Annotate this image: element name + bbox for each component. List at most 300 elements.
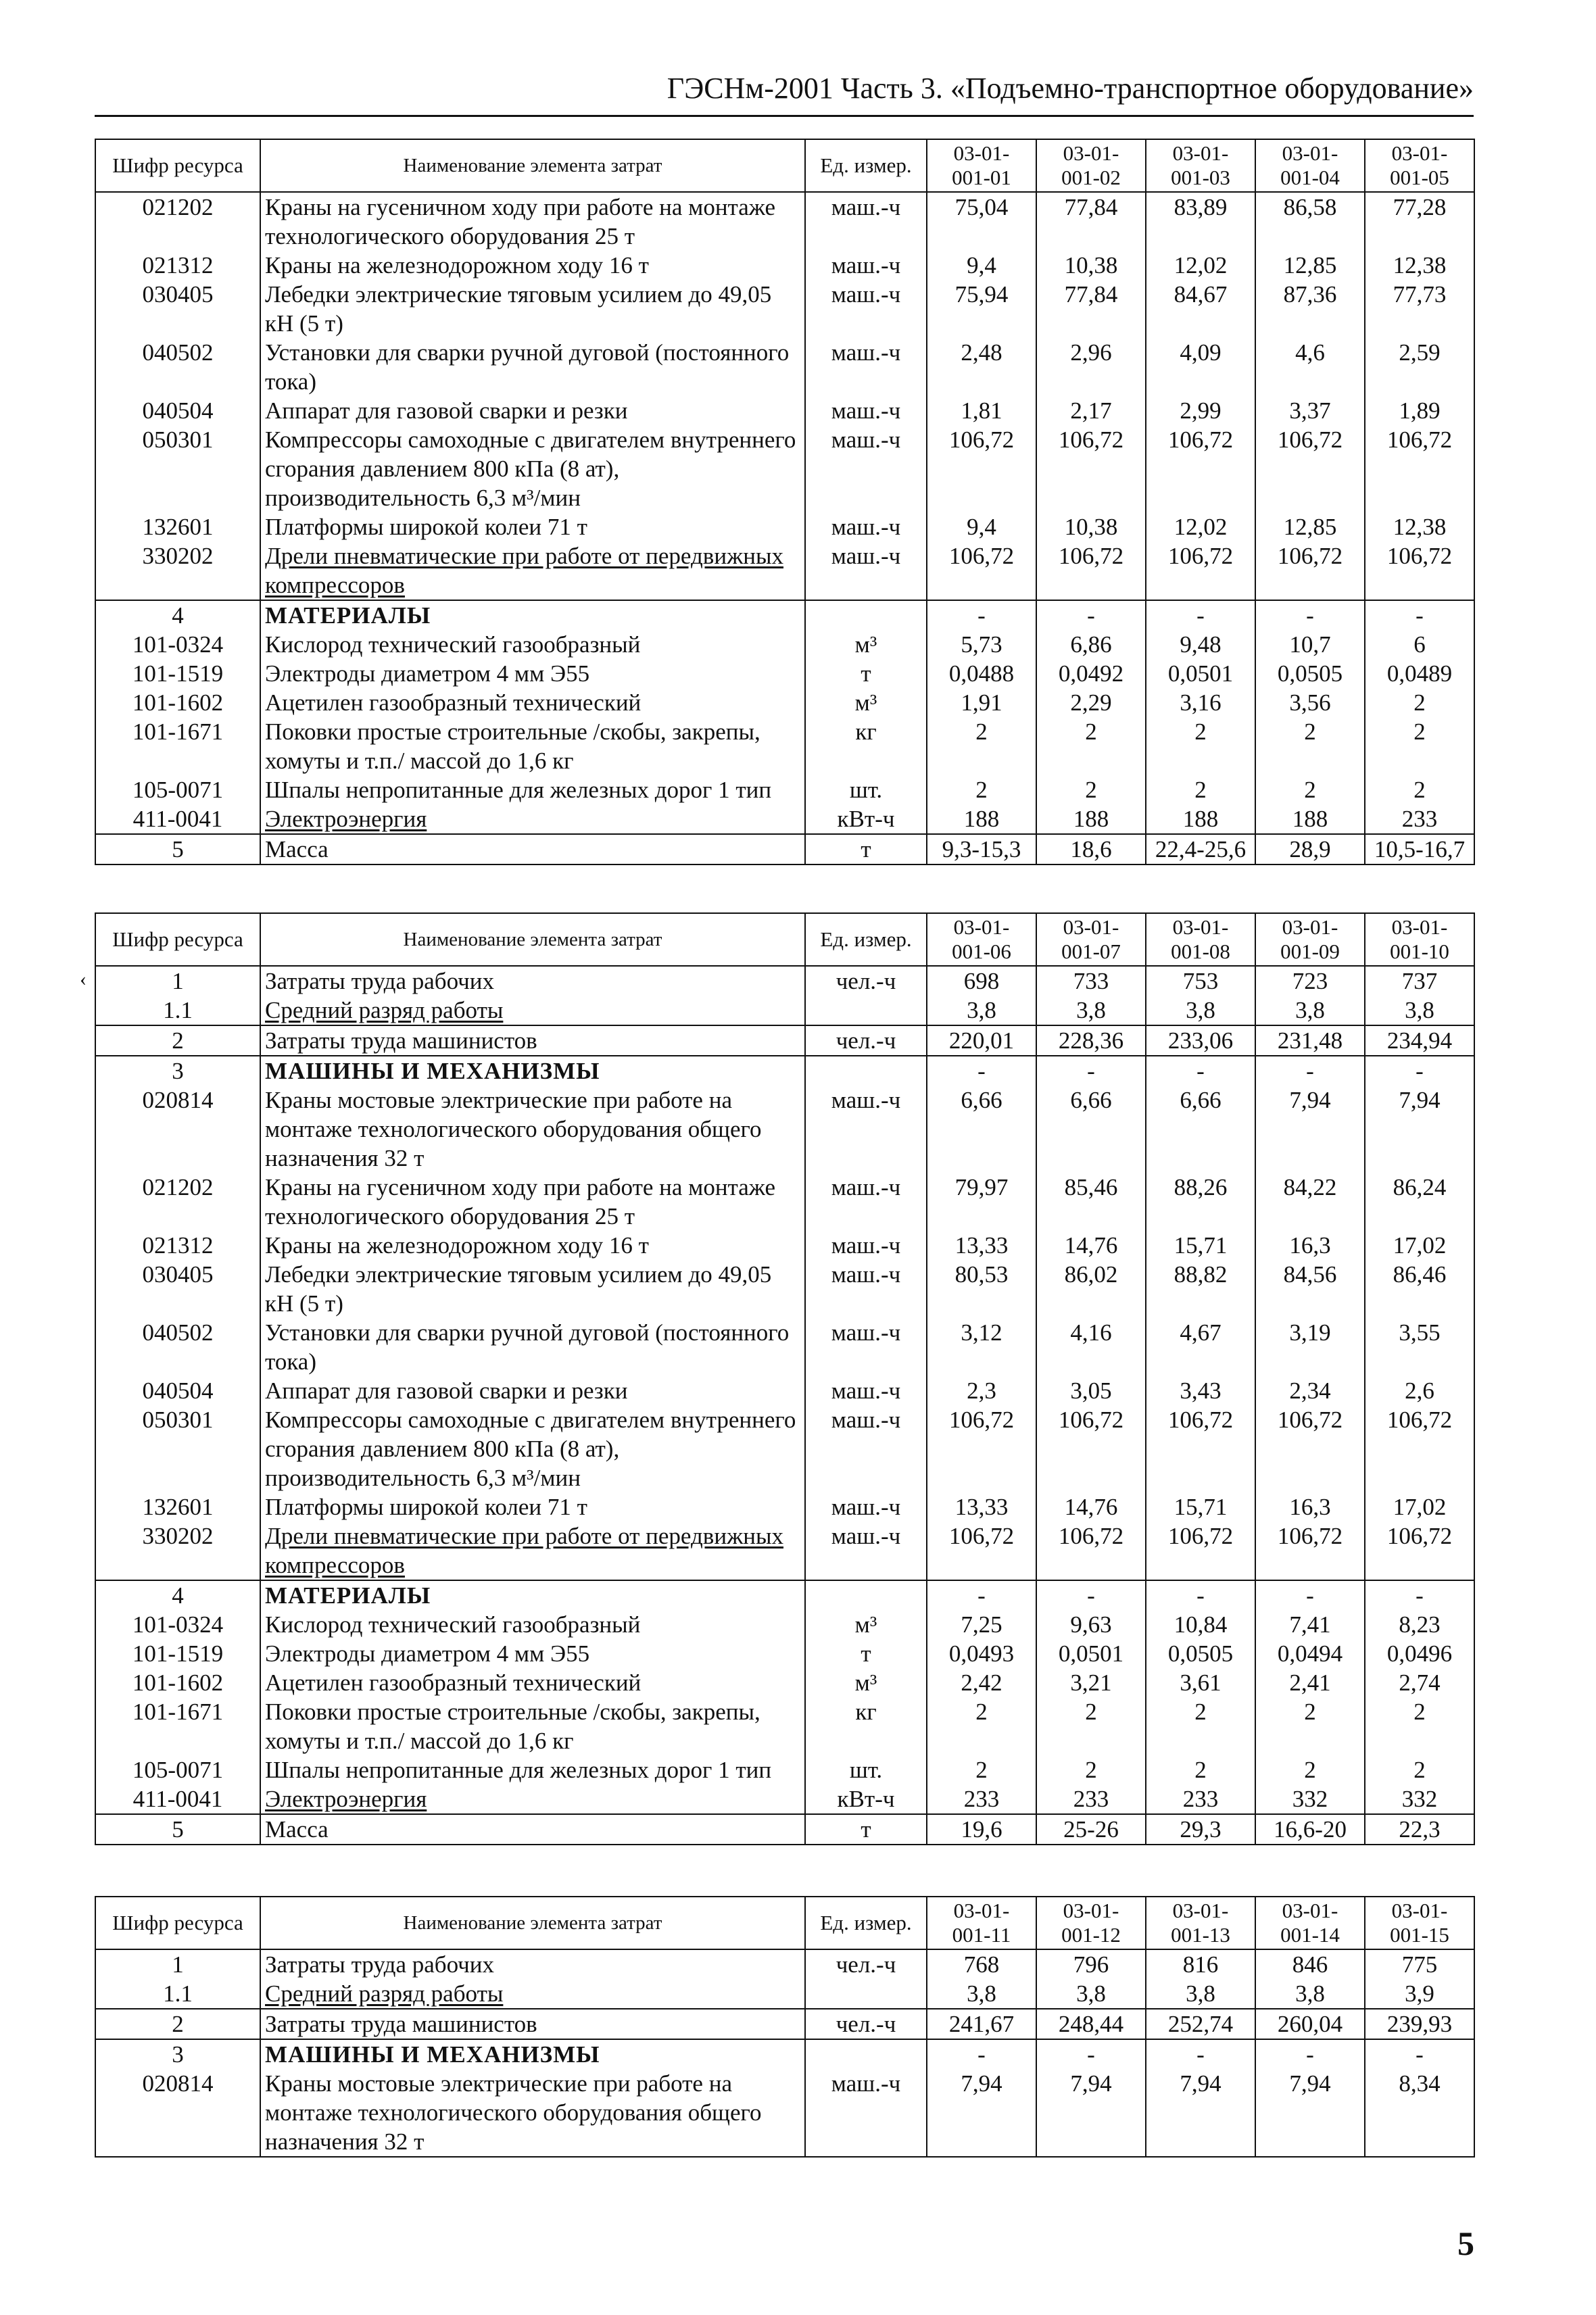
value-cell: 16,6-20 [1255,1814,1365,1845]
resource-code: 021312 [95,251,260,280]
value-cell: 12,02 [1146,251,1255,280]
value-cell: 4,6 [1255,338,1365,396]
value-cell: 4,09 [1146,338,1255,396]
resource-code: 040504 [95,1376,260,1405]
value-cell: 10,38 [1036,251,1146,280]
resource-code: 101-0324 [95,630,260,659]
value-cell: 6,66 [927,1086,1036,1173]
table-row [95,192,1474,251]
value-cell: 3,8 [1255,996,1365,1025]
norm-table-3 [95,1896,1475,2158]
table-row [95,996,1474,1025]
value-cell: 83,89 [1146,192,1255,251]
resource-code: 4 [95,600,260,630]
value-cell: 0,0494 [1255,1639,1365,1668]
value-cell: 2 [1146,717,1255,775]
value-cell: 3,37 [1255,396,1365,425]
value-cell: 0,0488 [927,659,1036,688]
value-cell: 3,16 [1146,688,1255,717]
value-cell: 723 [1255,966,1365,996]
cost-element-name: Аппарат для газовой сварки и резки [260,396,805,425]
table-row [95,541,1474,600]
table-row [95,1697,1474,1755]
value-cell: 233 [1365,804,1474,834]
unit-cell [805,600,927,630]
unit-cell: чел.-ч [805,966,927,996]
value-cell: 15,71 [1146,1492,1255,1521]
unit-cell: маш.-ч [805,541,927,600]
resource-code: 105-0071 [95,1755,260,1784]
value-cell: 698 [927,966,1036,996]
value-cell: 7,94 [1255,2069,1365,2157]
value-cell: 2 [1365,1755,1474,1784]
value-cell: 233,06 [1146,1025,1255,1056]
resource-code: 040502 [95,1318,260,1376]
value-cell: 1,81 [927,396,1036,425]
resource-code: 1.1 [95,996,260,1025]
value-cell: 106,72 [1146,1521,1255,1580]
value-cell: 106,72 [927,425,1036,512]
value-cell: 80,53 [927,1260,1036,1318]
value-cell: 15,71 [1146,1231,1255,1260]
value-cell: 10,84 [1146,1610,1255,1639]
value-cell: 2 [1036,775,1146,804]
value-cell: 228,36 [1036,1025,1146,1056]
cost-element-name: Масса [260,1814,805,1845]
cost-element-name: МАТЕРИАЛЫ [260,600,805,630]
value-cell: 0,0505 [1255,659,1365,688]
value-cell: 3,8 [927,1979,1036,2009]
resource-code: 030405 [95,1260,260,1318]
unit-cell: маш.-ч [805,2069,927,2157]
running-header [95,62,1474,117]
value-cell: 2 [1255,775,1365,804]
value-cell: 7,94 [1036,2069,1146,2157]
value-cell: 231,48 [1255,1025,1365,1056]
unit-cell: кг [805,1697,927,1755]
cost-element-name: Краны мостовые электрические при работе на монтаже технологического оборудования общего назначения 32 т [260,1086,805,1173]
value-cell: 2,34 [1255,1376,1365,1405]
value-cell: 17,02 [1365,1231,1474,1260]
value-cell: 2 [1255,1755,1365,1784]
value-cell: 2,96 [1036,338,1146,396]
table-row [95,1979,1474,2009]
table-row [95,630,1474,659]
resource-code: 101-1519 [95,659,260,688]
table-row [95,1025,1474,1056]
value-cell: 12,85 [1255,512,1365,541]
resource-code: 101-1671 [95,717,260,775]
resource-code: 5 [95,834,260,864]
cost-element-name: Масса [260,834,805,864]
table-row [95,280,1474,338]
value-cell: 9,4 [927,251,1036,280]
value-cell: 106,72 [1036,425,1146,512]
unit-cell: маш.-ч [805,338,927,396]
value-cell: 84,56 [1255,1260,1365,1318]
col-norm-header: 03-01- 001-15 [1365,1897,1474,1949]
value-cell: 2,41 [1255,1668,1365,1697]
unit-cell [805,1979,927,2009]
value-cell: 239,93 [1365,2009,1474,2039]
value-cell: 260,04 [1255,2009,1365,2039]
resource-code: 2 [95,2009,260,2039]
table-row [95,251,1474,280]
value-cell: 86,02 [1036,1260,1146,1318]
cost-element-name: Компрессоры самоходные с двигателем внутреннего сгорания давлением 800 кПа (8 ат), производительность 6,3 м³/мин [260,425,805,512]
value-cell: 775 [1365,1949,1474,1979]
value-cell: 88,26 [1146,1173,1255,1231]
value-cell: 106,72 [1365,541,1474,600]
col-norm-header: 03-01- 001-03 [1146,139,1255,192]
value-cell: 106,72 [1146,425,1255,512]
value-cell: 18,6 [1036,834,1146,864]
value-cell: 0,0501 [1146,659,1255,688]
value-cell: 7,25 [927,1610,1036,1639]
value-cell: 85,46 [1036,1173,1146,1231]
value-cell: 3,56 [1255,688,1365,717]
cost-element-name: Электроэнергия [260,804,805,834]
unit-cell: чел.-ч [805,1025,927,1056]
value-cell: 0,0496 [1365,1639,1474,1668]
resource-code: 132601 [95,1492,260,1521]
value-cell: 13,33 [927,1492,1036,1521]
value-cell: 3,8 [1036,996,1146,1025]
value-cell: 2,3 [927,1376,1036,1405]
value-cell: 2 [1365,775,1474,804]
table-row [95,1376,1474,1405]
value-cell: 14,76 [1036,1231,1146,1260]
resource-code: 020814 [95,2069,260,2157]
resource-code: 1.1 [95,1979,260,2009]
value-cell: 106,72 [1365,425,1474,512]
value-cell: 9,63 [1036,1610,1146,1639]
value-cell: 188 [1146,804,1255,834]
value-cell: 3,8 [1146,1979,1255,2009]
value-cell: - [1365,1056,1474,1086]
resource-code: 132601 [95,512,260,541]
value-cell: 7,94 [927,2069,1036,2157]
value-cell: 106,72 [1255,1405,1365,1492]
unit-cell: м³ [805,1610,927,1639]
cost-element-name: Поковки простые строительные /скобы, закрепы, хомуты и т.п./ массой до 1,6 кг [260,1697,805,1755]
value-cell: 77,28 [1365,192,1474,251]
value-cell: 2 [1365,1697,1474,1755]
col-norm-header: 03-01- 001-01 [927,139,1036,192]
resource-code: 101-1519 [95,1639,260,1668]
resource-code: 040504 [95,396,260,425]
cost-element-name: Кислород технический газообразный [260,1610,805,1639]
value-cell: 13,33 [927,1231,1036,1260]
unit-cell: маш.-ч [805,1521,927,1580]
value-cell: 3,12 [927,1318,1036,1376]
value-cell: 2,6 [1365,1376,1474,1405]
cost-element-name: МАТЕРИАЛЫ [260,1580,805,1610]
page-number: 5 [1457,2224,1474,2262]
value-cell: 17,02 [1365,1492,1474,1521]
value-cell: 77,84 [1036,280,1146,338]
value-cell: - [1146,1580,1255,1610]
unit-cell: маш.-ч [805,251,927,280]
unit-cell: кВт-ч [805,1784,927,1814]
cost-element-name: Электроды диаметром 4 мм Э55 [260,659,805,688]
unit-cell: маш.-ч [805,1376,927,1405]
value-cell: 106,72 [1146,1405,1255,1492]
table-row [95,804,1474,834]
value-cell: 2 [1146,1755,1255,1784]
col-norm-header: 03-01- 001-06 [927,913,1036,966]
value-cell: 7,94 [1146,2069,1255,2157]
value-cell: - [1365,2039,1474,2069]
value-cell: 233 [927,1784,1036,1814]
col-norm-header: 03-01- 001-09 [1255,913,1365,966]
value-cell: 6 [1365,630,1474,659]
table-row [95,1318,1474,1376]
resource-code: 4 [95,1580,260,1610]
resource-code: 3 [95,2039,260,2069]
value-cell: 3,43 [1146,1376,1255,1405]
value-cell: 2,42 [927,1668,1036,1697]
cost-element-name: Платформы широкой колеи 71 т [260,512,805,541]
value-cell: 2,29 [1036,688,1146,717]
col-code-header: Шифр ресурса [95,913,260,966]
value-cell: 12,85 [1255,251,1365,280]
value-cell: 332 [1255,1784,1365,1814]
value-cell: 7,94 [1255,1086,1365,1173]
value-cell: 14,76 [1036,1492,1146,1521]
value-cell: 106,72 [1255,425,1365,512]
unit-cell: маш.-ч [805,1318,927,1376]
value-cell: 2 [927,775,1036,804]
resource-code: 021312 [95,1231,260,1260]
table-row [95,1231,1474,1260]
value-cell: 9,3-15,3 [927,834,1036,864]
value-cell: 16,3 [1255,1231,1365,1260]
resource-code: 105-0071 [95,775,260,804]
value-cell: 2 [1365,688,1474,717]
value-cell: - [1146,600,1255,630]
value-cell: 87,36 [1255,280,1365,338]
value-cell: 106,72 [1365,1405,1474,1492]
resource-code: 330202 [95,1521,260,1580]
value-cell: 19,6 [927,1814,1036,1845]
table-row [95,834,1474,864]
value-cell: 10,7 [1255,630,1365,659]
value-cell: 79,97 [927,1173,1036,1231]
unit-cell: маш.-ч [805,1231,927,1260]
value-cell: 86,46 [1365,1260,1474,1318]
resource-code: 330202 [95,541,260,600]
norm-table-1 [95,139,1475,865]
table-row [95,1405,1474,1492]
cost-element-name: Затраты труда машинистов [260,1025,805,1056]
table-row [95,512,1474,541]
value-cell: 7,94 [1365,1086,1474,1173]
table-row [95,1668,1474,1697]
cost-element-name: Ацетилен газообразный технический [260,688,805,717]
table-row [95,1260,1474,1318]
value-cell: 2,99 [1146,396,1255,425]
table-row [95,1056,1474,1086]
cost-element-name: Кислород технический газообразный [260,630,805,659]
table-row [95,717,1474,775]
cost-element-name: Затраты труда машинистов [260,2009,805,2039]
value-cell: 0,0492 [1036,659,1146,688]
value-cell: 846 [1255,1949,1365,1979]
resource-code: 101-1671 [95,1697,260,1755]
table-row [95,2039,1474,2069]
value-cell: - [1036,2039,1146,2069]
col-norm-header: 03-01- 001-11 [927,1897,1036,1949]
value-cell: - [1036,1056,1146,1086]
unit-cell: м³ [805,1668,927,1697]
unit-cell: чел.-ч [805,1949,927,1979]
table-row [95,1173,1474,1231]
unit-cell [805,1580,927,1610]
margin-mark: ‹ [80,968,87,990]
value-cell: 2 [1255,717,1365,775]
value-cell: 12,38 [1365,251,1474,280]
value-cell: 332 [1365,1784,1474,1814]
value-cell: - [1036,600,1146,630]
cost-element-name: Платформы широкой колеи 71 т [260,1492,805,1521]
value-cell: 106,72 [1036,1521,1146,1580]
table-row [95,966,1474,996]
value-cell: 3,8 [1036,1979,1146,2009]
value-cell: 106,72 [1365,1521,1474,1580]
value-cell: 4,16 [1036,1318,1146,1376]
table-row [95,1610,1474,1639]
resource-code: 1 [95,1949,260,1979]
value-cell: 3,05 [1036,1376,1146,1405]
cost-element-name: Средний разряд работы [260,1979,805,2009]
cost-element-name: Лебедки электрические тяговым усилием до 49,05 кН (5 т) [260,280,805,338]
value-cell: 1,91 [927,688,1036,717]
resource-code: 101-1602 [95,688,260,717]
resource-code: 050301 [95,1405,260,1492]
value-cell: 86,24 [1365,1173,1474,1231]
table-row [95,1949,1474,1979]
value-cell: 77,73 [1365,280,1474,338]
value-cell: 10,38 [1036,512,1146,541]
value-cell: 2,74 [1365,1668,1474,1697]
unit-cell: маш.-ч [805,1086,927,1173]
cost-element-name: Затраты труда рабочих [260,966,805,996]
value-cell: 106,72 [1255,1521,1365,1580]
value-cell: - [1255,600,1365,630]
cost-element-name: Аппарат для газовой сварки и резки [260,1376,805,1405]
value-cell: 106,72 [1036,1405,1146,1492]
value-cell: - [1255,1056,1365,1086]
cost-element-name: МАШИНЫ И МЕХАНИЗМЫ [260,2039,805,2069]
col-norm-header: 03-01- 001-07 [1036,913,1146,966]
table-row [95,338,1474,396]
unit-cell: шт. [805,1755,927,1784]
value-cell: 75,04 [927,192,1036,251]
value-cell: 7,41 [1255,1610,1365,1639]
value-cell: 2 [1036,1697,1146,1755]
value-cell: 3,8 [1146,996,1255,1025]
value-cell: 12,38 [1365,512,1474,541]
table-row [95,1086,1474,1173]
col-unit-header: Ед. измер. [805,139,927,192]
value-cell: 25-26 [1036,1814,1146,1845]
cost-element-name: МАШИНЫ И МЕХАНИЗМЫ [260,1056,805,1086]
unit-cell [805,2039,927,2069]
value-cell: 106,72 [1146,541,1255,600]
resource-code: 101-1602 [95,1668,260,1697]
unit-cell: т [805,834,927,864]
value-cell: 188 [1255,804,1365,834]
unit-cell: маш.-ч [805,192,927,251]
table-row [95,1639,1474,1668]
unit-cell: маш.-ч [805,396,927,425]
unit-cell: маш.-ч [805,1260,927,1318]
value-cell: 733 [1036,966,1146,996]
table-row [95,600,1474,630]
value-cell: 88,82 [1146,1260,1255,1318]
value-cell: 2,48 [927,338,1036,396]
value-cell: 0,0489 [1365,659,1474,688]
resource-code: 5 [95,1814,260,1845]
col-norm-header: 03-01- 001-12 [1036,1897,1146,1949]
value-cell: 106,72 [927,541,1036,600]
table-row [95,1492,1474,1521]
unit-cell: маш.-ч [805,1173,927,1231]
value-cell: 10,5-16,7 [1365,834,1474,864]
unit-cell: шт. [805,775,927,804]
value-cell: - [1036,1580,1146,1610]
value-cell: 2 [1036,717,1146,775]
value-cell: - [1146,1056,1255,1086]
unit-cell: м³ [805,688,927,717]
col-norm-header: 03-01- 001-08 [1146,913,1255,966]
value-cell: 220,01 [927,1025,1036,1056]
resource-code: 050301 [95,425,260,512]
value-cell: 796 [1036,1949,1146,1979]
value-cell: 22,4-25,6 [1146,834,1255,864]
unit-cell: маш.-ч [805,512,927,541]
unit-cell: чел.-ч [805,2009,927,2039]
value-cell: - [927,600,1036,630]
value-cell: 5,73 [927,630,1036,659]
value-cell: 0,0505 [1146,1639,1255,1668]
cost-element-name: Поковки простые строительные /скобы, закрепы, хомуты и т.п./ массой до 1,6 кг [260,717,805,775]
col-norm-header: 03-01- 001-04 [1255,139,1365,192]
cost-element-name: Краны на железнодорожном ходу 16 т [260,251,805,280]
value-cell: 29,3 [1146,1814,1255,1845]
value-cell: 106,72 [927,1405,1036,1492]
cost-element-name: Электроды диаметром 4 мм Э55 [260,1639,805,1668]
value-cell: 77,84 [1036,192,1146,251]
table-row [95,1784,1474,1814]
unit-cell: т [805,1639,927,1668]
table-row [95,2009,1474,2039]
cost-element-name: Средний разряд работы [260,996,805,1025]
value-cell: 233 [1146,1784,1255,1814]
unit-cell: м³ [805,630,927,659]
value-cell: - [1146,2039,1255,2069]
col-code-header: Шифр ресурса [95,139,260,192]
running-header-title: ГЭСНм-2001 Часть 3. «Подъемно-транспортное оборудование» [667,72,1474,105]
value-cell: 3,19 [1255,1318,1365,1376]
cost-element-name: Шпалы непропитанные для железных дорог 1 тип [260,775,805,804]
value-cell: 28,9 [1255,834,1365,864]
value-cell: 3,21 [1036,1668,1146,1697]
cost-element-name: Установки для сварки ручной дуговой (постоянного тока) [260,338,805,396]
value-cell: 241,67 [927,2009,1036,2039]
unit-cell: маш.-ч [805,425,927,512]
